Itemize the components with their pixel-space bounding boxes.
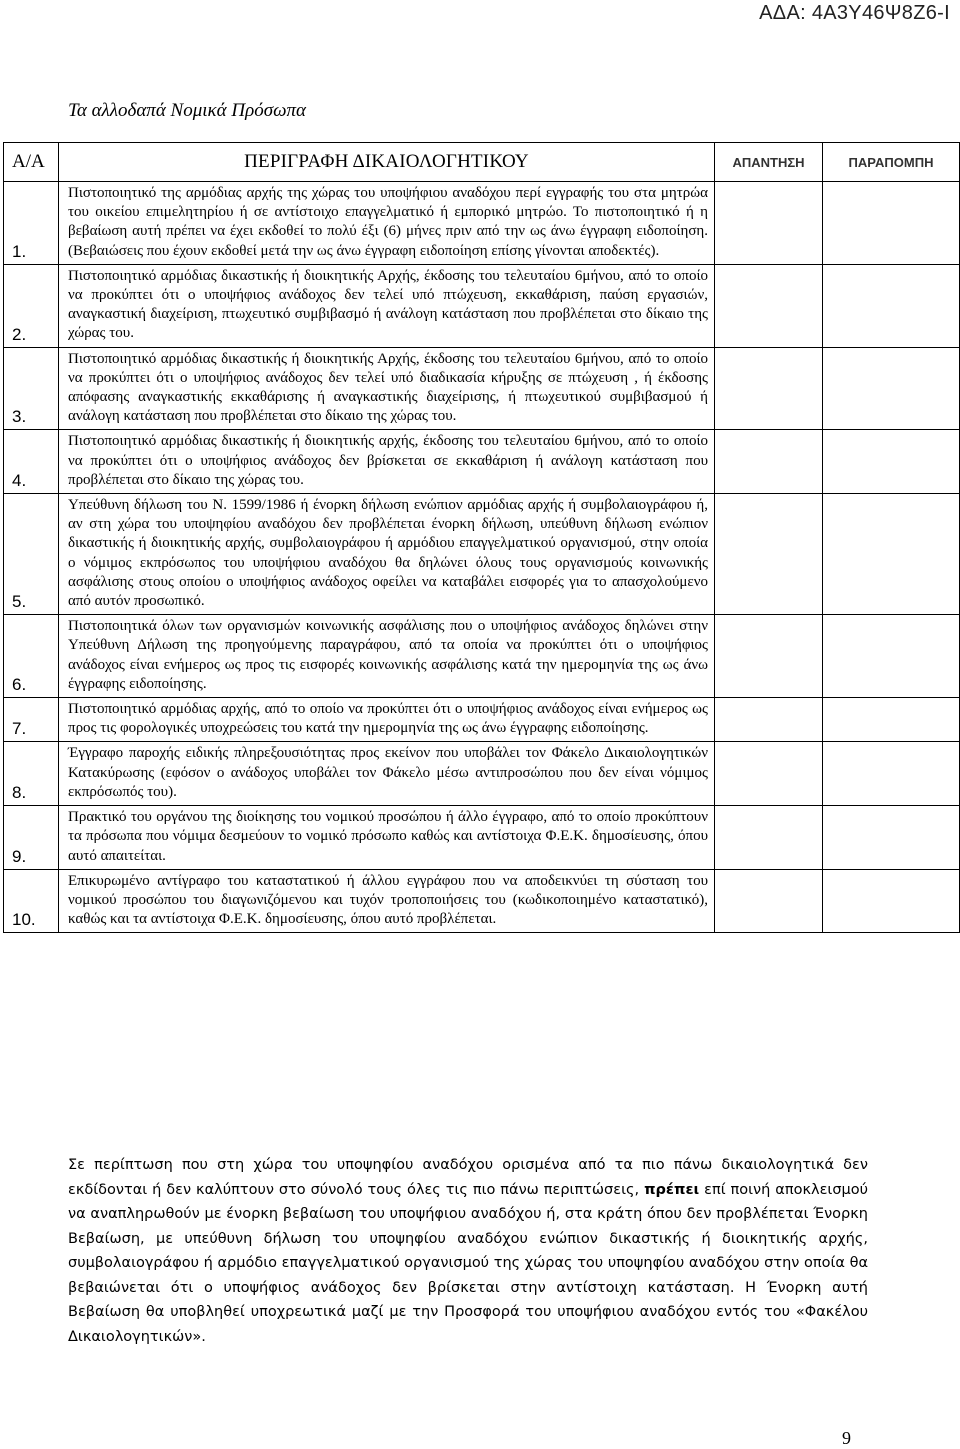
row-answer-cell [715, 615, 823, 698]
header-answer: ΑΠΑΝΤΗΣΗ [715, 143, 823, 182]
row-answer-cell [715, 494, 823, 615]
table-row [4, 742, 960, 806]
row-description: Πρακτικό του οργάνου της διοίκησης του νομικού προσώπου ή άλλο έγγραφο, από το οποίο προκύπτουν τα πρόσωπα που νόμιμα δεσμεύουν το νομικό πρόσωπο καθώς και αντίστοιχα Φ.Ε.Κ. δημοσίευσης, όπου αυτό απαιτείται. [59, 806, 715, 870]
header-aa: Α/Α [4, 143, 59, 182]
table-row [4, 806, 960, 870]
row-reference-cell [823, 347, 960, 430]
note-paragraph [68, 1153, 868, 1349]
row-number: 3. [4, 347, 59, 430]
table-header-row [4, 143, 960, 182]
note-bold-word: πρέπει [644, 1181, 700, 1198]
table-row [4, 869, 960, 933]
row-reference-cell [823, 742, 960, 806]
row-description: Υπεύθυνη δήλωση του Ν. 1599/1986 ή ένορκη δήλωση ενώπιον αρμόδιας αρχής ή συμβολαιογράφου ή, αν στη χώρα του υποψηφίου αναδόχου δεν προβλέπεται ένορκη δήλωση, υπεύθυνη δήλωση ενώπιον δικαστικής ή διοικητικής αρχής, συμβολαιογράφου ή αρμόδιου επαγγελματικού οργανισμού, στην οποία ο νόμιμος εκπρόσωπος του υποψήφιου αναδόχου θα δηλώνει όλους τους οργανισμούς κοινωνικής ασφάλισης στους οποίου ο υποψήφιος ανάδοχος οφείλει να καταβάλει εισφορές για το απασχολούμενο από αυτόν προσωπικό. [59, 494, 715, 615]
ada-code: ΑΔΑ: 4Α3Υ46Ψ8Ζ6-Ι [759, 2, 950, 24]
row-number: 8. [4, 742, 59, 806]
row-answer-cell [715, 430, 823, 494]
table-row [4, 494, 960, 615]
row-number: 5. [4, 494, 59, 615]
row-reference-cell [823, 430, 960, 494]
row-answer-cell [715, 869, 823, 933]
header-reference: ΠΑΡΑΠΟΜΠΗ [823, 143, 960, 182]
row-reference-cell [823, 494, 960, 615]
row-description: Πιστοποιητικό αρμόδιας δικαστικής ή διοικητικής αρχής, έκδοσης του τελευταίου 6μήνου, από το οποίο να προκύπτει ότι ο υποψήφιος ανάδοχος δεν βρίσκεται σε εκκαθάριση ή ανάλογη κατάσταση που προβλέπεται στο δίκαιο της χώρας του. [59, 430, 715, 494]
note-text-end: επί ποινή αποκλεισμού να αναπληρωθούν με ένορκη βεβαίωση του υποψήφιου αναδόχου ή, στα κράτη όπου δεν προβλέπεται Ένορκη Βεβαίωση, με υπεύθυνη δήλωση του υποψηφίου αναδόχου ενώπιον δικαστικής ή διοικητικής αρχής, συμβολαιογράφου ή αρμόδιο επαγγελματικού οργανισμού της χώρας του υποψηφίου αναδόχου στην οποία θα βεβαιώνεται ότι ο υποψήφιος ανάδοχος δεν βρίσκεται στην αντίστοιχη κατάσταση. Η Ένορκη αυτή Βεβαίωση θα υποβληθεί υποχρεωτικά μαζί με την Προσφορά του υποψήφιου αναδόχου εντός του «Φακέλου Δικαιολογητικών». [68, 1181, 869, 1345]
row-answer-cell [715, 742, 823, 806]
row-description: Πιστοποιητικό αρμόδιας δικαστικής ή διοικητικής Αρχής, έκδοσης του τελευταίου 6μήνου, από το οποίο να προκύπτει ότι ο υποψήφιος ανάδοχος δεν τελεί υπό πτώχευση, εκκαθάριση, παύση εργασιών, αναγκαστική διαχείριση, πτωχευτικό συμβιβασμό ή ανάλογη κατάσταση που προβλέπεται στο δίκαιο της χώρας του. [59, 264, 715, 347]
row-reference-cell [823, 615, 960, 698]
row-reference-cell [823, 806, 960, 870]
section-title: Τα αλλοδαπά Νομικά Πρόσωπα [68, 100, 306, 121]
row-reference-cell [823, 698, 960, 742]
row-number: 2. [4, 264, 59, 347]
row-number: 6. [4, 615, 59, 698]
row-reference-cell [823, 182, 960, 265]
row-answer-cell [715, 806, 823, 870]
row-answer-cell [715, 264, 823, 347]
row-number: 9. [4, 806, 59, 870]
row-description: Πιστοποιητικό αρμόδιας δικαστικής ή διοικητικής Αρχής, έκδοσης του τελευταίου 6μήνου, από το οποίο να προκύπτει ότι ο υποψήφιος ανάδοχος δεν τελεί υπό διαδικασία κήρυξης σε πτώχευση , ή έκδοσης απόφασης αναγκαστικής εκκαθάρισης ή αναγκαστικής διαχείρισης, ή πτωχευτικού συμβιβασμού ή ανάλογη κατάσταση που προβλέπεται στο δίκαιο της χώρας του. [59, 347, 715, 430]
table-row [4, 182, 960, 265]
header-description: ΠΕΡΙΓΡΑΦΗ ΔΙΚΑΙΟΛΟΓΗΤΙΚΟΥ [59, 143, 715, 182]
row-number: 7. [4, 698, 59, 742]
row-answer-cell [715, 182, 823, 265]
row-number: 10. [4, 869, 59, 933]
row-description: Επικυρωμένο αντίγραφο του καταστατικού ή άλλου εγγράφου που να αποδεικνύει τη σύσταση του νομικού προσώπου του διαγωνιζόμενου και τυχόν τροποποιήσεις του (κωδικοποιημένο καταστατικό), καθώς και τα αντίστοιχα Φ.Ε.Κ. δημοσίευσης, όπου αυτό προβλέπεται. [59, 869, 715, 933]
table-row [4, 264, 960, 347]
table-row [4, 698, 960, 742]
documents-table [3, 142, 960, 933]
table-row [4, 347, 960, 430]
row-number: 1. [4, 182, 59, 265]
row-answer-cell [715, 698, 823, 742]
row-description: Πιστοποιητικά όλων των οργανισμών κοινωνικής ασφάλισης που ο υποψήφιος ανάδοχος δηλώνει στην Υπεύθυνη Δήλωση της προηγούμενης παραγράφου, από τα οποία να προκύπτει ότι ο υποψήφιος ανάδοχος είναι ενήμερος ως προς τις εισφορές κοινωνικής ασφάλισης κατά την ημερομηνία της ως άνω έγγραφης ειδοποίησης. [59, 615, 715, 698]
row-number: 4. [4, 430, 59, 494]
note-text-start: Σε περίπτωση που στη χώρα του υποψηφίου αναδόχου ορισμένα από τα πιο πάνω δικαιολογητικά δεν εκδίδονται ή δεν καλύπτουν στο σύνολό τους όλες τις πιο πάνω περιπτώσεις, [68, 1157, 868, 1198]
row-reference-cell [823, 264, 960, 347]
row-description: Πιστοποιητικό της αρμόδιας αρχής της χώρας του υποψήφιου αναδόχου περί εγγραφής του στα μητρώα του οικείου επιμελητηρίου ή σε αντίστοιχο επαγγελματικό ή εμπορικό μητρώο. Το πιστοποιητικό ή η βεβαίωση αυτή πρέπει να έχει εκδοθεί το πολύ έξι (6) μήνες πριν από την ως άνω έγγραφη ειδοποίηση. (Βεβαιώσεις που έχουν εκδοθεί μετά την ως άνω έγγραφη ειδοποίηση επίσης γίνονται αποδεκτές). [59, 182, 715, 265]
row-answer-cell [715, 347, 823, 430]
row-description: Πιστοποιητικό αρμόδιας αρχής, από το οποίο να προκύπτει ότι ο υποψήφιος ανάδοχος είναι ενήμερος ως προς τις φορολογικές υποχρεώσεις του κατά την ημερομηνία της ως άνω έγγραφης ειδοποίησης. [59, 698, 715, 742]
row-reference-cell [823, 869, 960, 933]
row-description: Έγγραφο παροχής ειδικής πληρεξουσιότητας προς εκείνον που υποβάλει τον Φάκελο Δικαιολογητικών Κατακύρωσης (εφόσον ο ανάδοχος υποβάλει τον Φάκελο μέσω αντιπροσώπου που δεν είναι νόμιμος εκπρόσωπός του). [59, 742, 715, 806]
page-number: 9 [842, 1428, 851, 1448]
table-row [4, 615, 960, 698]
table-row [4, 430, 960, 494]
